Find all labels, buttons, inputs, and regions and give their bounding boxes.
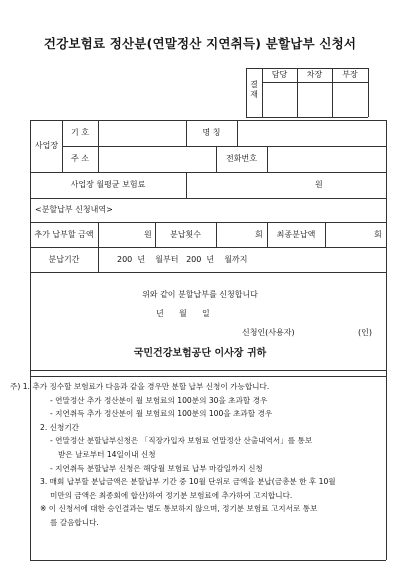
name-label: 명 칭 (202, 128, 221, 137)
note-line: 받은 날로부터 14일이내 신청 (58, 449, 156, 459)
note-line: 주) 1. 추가 징수할 보험료가 다음과 같을 경우만 분할 납부 신청이 가능합니다. (10, 382, 270, 391)
address-field[interactable] (99, 147, 215, 171)
address-label: 주 소 (71, 154, 89, 163)
note-line: ※ 이 신청서에 대한 승인결과는 별도 통보하지 않으며, 정기분 보험료 고지서로 통보 (40, 504, 318, 514)
note-line: - 연말정산 추가 정산분이 월 보험료의 100분의 30을 초과할 경우 (50, 395, 268, 405)
count-unit: 회 (255, 230, 263, 239)
notes (10, 380, 386, 530)
note-line: 미만의 금액은 최종회에 합산)하여 정기분 보험료에 추가하여 고지합니다. (50, 490, 293, 500)
seal-mark: (인) (358, 328, 372, 337)
amount-unit: 원 (144, 230, 152, 239)
approval-label: 결재 (250, 80, 258, 99)
avg-premium-field[interactable] (187, 173, 385, 197)
period-text[interactable]: 200 년 월부터 200 년 월까지 (117, 255, 248, 264)
detail-header: <분할납부 신청내역> (35, 205, 113, 214)
final-unit: 회 (374, 230, 382, 239)
amount-label: 추가 납부할 금액 (34, 230, 94, 239)
note-line: 3. 매회 납부할 분납금액은 분할납부 기간 중 10월 단위로 금액을 분납(금총분 한 후 10월 (40, 477, 336, 487)
avg-premium-unit: 원 (315, 180, 323, 189)
approval-col-staff: 담당 (271, 70, 288, 79)
page-title: 건강보험료 정산분(연말정산 지연취득) 분할납부 신청서 (43, 36, 357, 51)
phone-label: 전화번호 (226, 154, 257, 163)
name-field[interactable] (238, 121, 385, 145)
note-line: - 지연취득 추가 정산분이 월 보험료의 100분의 100을 초과할 경우 (50, 409, 273, 419)
final-label: 최종분납액 (276, 230, 316, 239)
declaration-text: 위와 같이 분할납부를 신청합니다 (142, 290, 258, 299)
count-label: 분납횟수 (170, 230, 201, 239)
section-label-workplace: 사업장 (34, 141, 59, 150)
note-line: - 연말정산 분할납부신청은 「직장가입자 보험료 연말정산 산출내역서」를 통보 (50, 436, 313, 446)
avg-premium-label: 사업장 월평균 보험료 (70, 180, 146, 189)
date-text[interactable]: 년 월 일 (156, 309, 210, 318)
symbol-label: 기 호 (71, 128, 89, 137)
applicant-signature-label: 신청인(사용자) (242, 328, 295, 337)
note-line: 2. 신청기간 (40, 422, 80, 432)
note-line: 를 갈음합니다. (50, 517, 99, 527)
approval-col-manager: 부장 (342, 70, 358, 79)
note-line: - 지연취득 분할납부 신청은 해당월 보험료 납부 마감일까지 신청 (50, 463, 263, 473)
symbol-field[interactable] (99, 121, 185, 145)
approval-col-deputy: 차장 (306, 70, 323, 79)
phone-field[interactable] (268, 147, 385, 171)
addressee: 국민건강보험공단 이사장 귀하 (133, 348, 267, 359)
period-label: 분납기간 (48, 255, 80, 264)
